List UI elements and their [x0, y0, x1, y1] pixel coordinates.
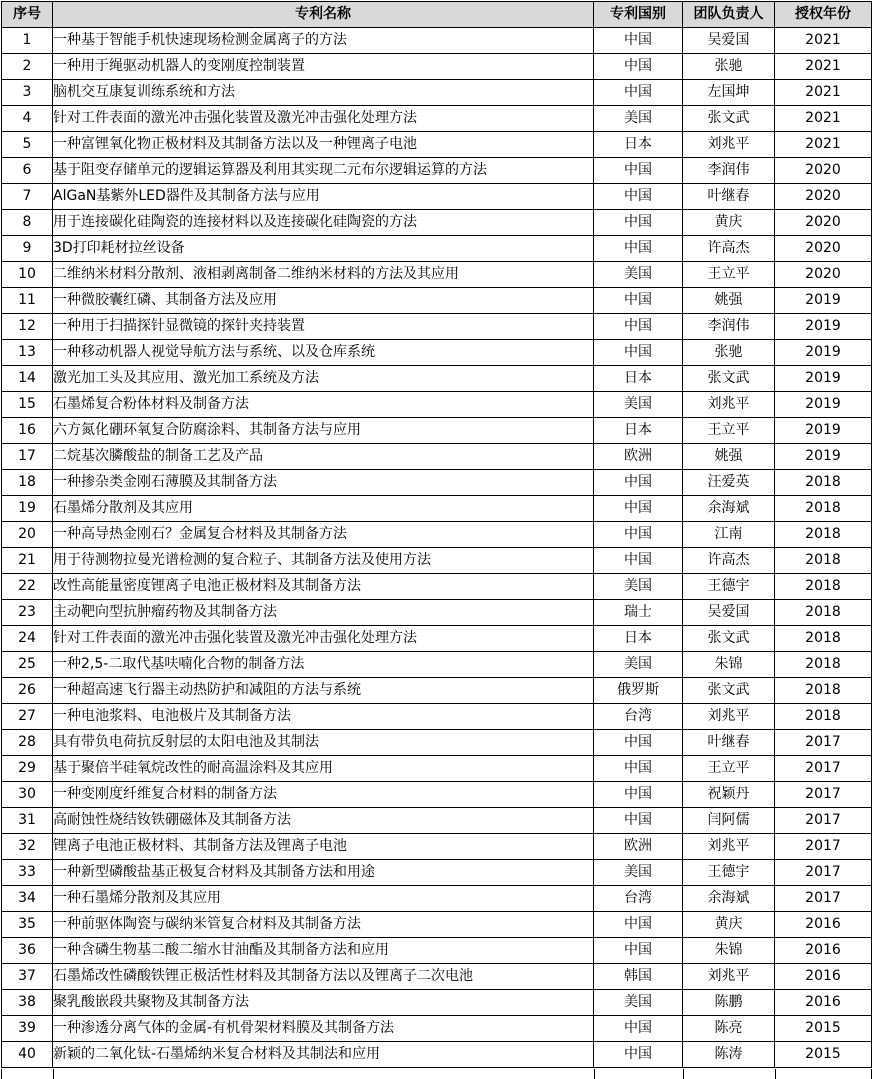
cell-country: 欧洲	[594, 444, 683, 470]
cell-name: 基于聚倍半硅氧烷改性的耐高温涂料及其应用	[53, 756, 594, 782]
cell-leader: 刘兆平	[683, 392, 775, 418]
cell-year: 2019	[775, 444, 872, 470]
cell-leader: 闫阿儒	[683, 808, 775, 834]
cell-country: 台湾	[594, 704, 683, 730]
cell-name: 一种前驱体陶瓷与碳纳米管复合材料及其制备方法	[53, 912, 594, 938]
cell-year: 2021	[775, 132, 872, 158]
cell-leader: 汪爱英	[683, 470, 775, 496]
cell-leader: 李润伟	[683, 314, 775, 340]
cell-name: 六方氮化硼环氧复合防腐涂料、其制备方法与应用	[53, 418, 594, 444]
cell-leader: 朱锦	[683, 938, 775, 964]
cell-year: 2018	[775, 626, 872, 652]
cell-name: 针对工件表面的激光冲击强化装置及激光冲击强化处理方法	[53, 106, 594, 132]
table-row	[2, 730, 872, 756]
cell-no: 34	[2, 886, 53, 912]
cell-country: 美国	[594, 106, 683, 132]
cell-leader: 黄庆	[683, 210, 775, 236]
cell-no: 18	[2, 470, 53, 496]
cell-year: 2015	[775, 1016, 872, 1042]
cell-year: 2019	[775, 392, 872, 418]
cell-no: 40	[2, 1042, 53, 1068]
cell-country: 中国	[594, 184, 683, 210]
cell-leader: 余海斌	[683, 496, 775, 522]
cell-year: 2021	[775, 106, 872, 132]
table-row	[2, 28, 872, 54]
cell-no: 13	[2, 340, 53, 366]
cell-year: 2019	[775, 340, 872, 366]
cell-country: 美国	[594, 262, 683, 288]
cell-leader: 左国坤	[683, 80, 775, 106]
cell-name: 具有带负电荷抗反射层的太阳电池及其制法	[53, 730, 594, 756]
cell-country: 日本	[594, 626, 683, 652]
cell-no: 2	[2, 54, 53, 80]
cell-leader: 张文武	[683, 106, 775, 132]
cell-leader: 陈鹏	[683, 990, 775, 1016]
cell-country: 中国	[594, 158, 683, 184]
cell-year: 2017	[775, 782, 872, 808]
cell-leader: 祝颖丹	[683, 782, 775, 808]
cell-name: 一种新型磷酸盐基正极复合材料及其制备方法和用途	[53, 860, 594, 886]
cell-country: 中国	[594, 522, 683, 548]
cell-no: 24	[2, 626, 53, 652]
cell-leader: 张驰	[683, 340, 775, 366]
cell-leader: 叶继春	[683, 730, 775, 756]
cell-country: 韩国	[594, 964, 683, 990]
table-row	[2, 158, 872, 184]
cell-name: 一种石墨烯分散剂及其应用	[53, 886, 594, 912]
cell-leader: 黄庆	[683, 912, 775, 938]
cell-no: 29	[2, 756, 53, 782]
cell-country: 中国	[594, 236, 683, 262]
cell-name: 一种2,5-二取代基呋喃化合物的制备方法	[53, 652, 594, 678]
cell-name: 一种微胶囊红磷、其制备方法及应用	[53, 288, 594, 314]
table-row	[2, 600, 872, 626]
cell-leader: 江南	[683, 522, 775, 548]
cell-year: 2019	[775, 366, 872, 392]
cell-no: 36	[2, 938, 53, 964]
cell-country: 中国	[594, 28, 683, 54]
cell-leader: 张驰	[683, 54, 775, 80]
cell-year: 2018	[775, 470, 872, 496]
cell-leader: 王德宇	[683, 860, 775, 886]
header-country: 专利国别	[594, 2, 683, 28]
cell-no: 26	[2, 678, 53, 704]
cell-no: 25	[2, 652, 53, 678]
cell-no: 11	[2, 288, 53, 314]
cell-year: 2021	[775, 54, 872, 80]
cell-no: 22	[2, 574, 53, 600]
cell-name: 二烷基次膦酸盐的制备工艺及产品	[53, 444, 594, 470]
table-row	[2, 496, 872, 522]
table-row	[2, 938, 872, 964]
cell-country: 美国	[594, 574, 683, 600]
cell-year: 2020	[775, 184, 872, 210]
cell-country: 美国	[594, 860, 683, 886]
table-body	[2, 28, 872, 1068]
cell-no: 19	[2, 496, 53, 522]
cell-leader: 姚强	[683, 288, 775, 314]
cell-leader: 王立平	[683, 418, 775, 444]
cell-leader: 刘兆平	[683, 834, 775, 860]
cell-leader: 朱锦	[683, 652, 775, 678]
table-row	[2, 652, 872, 678]
cell-year: 2019	[775, 288, 872, 314]
cell-no: 7	[2, 184, 53, 210]
cell-year: 2017	[775, 886, 872, 912]
cell-leader: 陈涛	[683, 1042, 775, 1068]
cell-name: 高耐蚀性烧结钕铁硼磁体及其制备方法	[53, 808, 594, 834]
cell-leader: 王德宇	[683, 574, 775, 600]
cell-country: 日本	[594, 366, 683, 392]
cell-leader: 吴爱国	[683, 28, 775, 54]
cell-country: 瑞士	[594, 600, 683, 626]
cell-country: 中国	[594, 496, 683, 522]
cell-name: 锂离子电池正极材料、其制备方法及锂离子电池	[53, 834, 594, 860]
table-row	[2, 392, 872, 418]
cell-leader: 王立平	[683, 756, 775, 782]
cell-year: 2020	[775, 158, 872, 184]
table-row	[2, 574, 872, 600]
table-row	[2, 184, 872, 210]
table-row	[2, 418, 872, 444]
cell-year: 2015	[775, 1042, 872, 1068]
cell-year: 2017	[775, 834, 872, 860]
cell-year: 2017	[775, 730, 872, 756]
cell-name: 主动靶向型抗肿瘤药物及其制备方法	[53, 600, 594, 626]
cell-no: 38	[2, 990, 53, 1016]
table-row	[2, 262, 872, 288]
table-row	[2, 106, 872, 132]
table-row	[2, 132, 872, 158]
cell-no: 17	[2, 444, 53, 470]
table-row	[2, 782, 872, 808]
cell-country: 中国	[594, 470, 683, 496]
cell-country: 中国	[594, 938, 683, 964]
cell-name: 一种渗透分离气体的金属-有机骨架材料膜及其制备方法	[53, 1016, 594, 1042]
cell-leader: 陈亮	[683, 1016, 775, 1042]
cell-name: 一种电池浆料、电池极片及其制备方法	[53, 704, 594, 730]
cell-leader: 许高杰	[683, 548, 775, 574]
cell-no: 1	[2, 28, 53, 54]
cell-name: 一种掺杂类金刚石薄膜及其制备方法	[53, 470, 594, 496]
cell-country: 日本	[594, 418, 683, 444]
cell-country: 中国	[594, 314, 683, 340]
cell-no: 6	[2, 158, 53, 184]
cell-country: 中国	[594, 1042, 683, 1068]
cell-no: 32	[2, 834, 53, 860]
table-row	[2, 886, 872, 912]
cell-country: 中国	[594, 912, 683, 938]
cell-leader: 张文武	[683, 366, 775, 392]
header-name: 专利名称	[53, 2, 594, 28]
table-row	[2, 678, 872, 704]
cell-no: 15	[2, 392, 53, 418]
cell-name: 石墨烯改性磷酸铁锂正极活性材料及其制备方法以及锂离子二次电池	[53, 964, 594, 990]
cell-name: 新颖的二氧化钛-石墨烯纳米复合材料及其制法和应用	[53, 1042, 594, 1068]
cell-year: 2018	[775, 522, 872, 548]
cell-country: 中国	[594, 340, 683, 366]
cell-no: 16	[2, 418, 53, 444]
cell-country: 中国	[594, 1016, 683, 1042]
cell-year: 2017	[775, 756, 872, 782]
table-row	[2, 366, 872, 392]
cell-country: 中国	[594, 288, 683, 314]
cell-country: 美国	[594, 990, 683, 1016]
cell-leader: 许高杰	[683, 236, 775, 262]
cell-name: 用于待测物拉曼光谱检测的复合粒子、其制备方法及使用方法	[53, 548, 594, 574]
cell-name: 聚乳酸嵌段共聚物及其制备方法	[53, 990, 594, 1016]
cell-year: 2020	[775, 210, 872, 236]
cell-country: 中国	[594, 210, 683, 236]
cell-no: 31	[2, 808, 53, 834]
table-row	[2, 1042, 872, 1068]
cell-no: 10	[2, 262, 53, 288]
cell-leader: 刘兆平	[683, 132, 775, 158]
cell-year: 2018	[775, 548, 872, 574]
cell-year: 2019	[775, 418, 872, 444]
cell-leader: 李润伟	[683, 158, 775, 184]
cell-year: 2021	[775, 80, 872, 106]
cell-leader: 余海斌	[683, 886, 775, 912]
cell-year: 2017	[775, 860, 872, 886]
cell-year: 2018	[775, 652, 872, 678]
table-row	[2, 912, 872, 938]
cell-country: 中国	[594, 80, 683, 106]
table-row	[2, 626, 872, 652]
cell-leader: 刘兆平	[683, 964, 775, 990]
cell-no: 30	[2, 782, 53, 808]
cell-country: 中国	[594, 548, 683, 574]
cell-name: 一种变刚度纤维复合材料的制备方法	[53, 782, 594, 808]
cell-year: 2018	[775, 678, 872, 704]
table-row	[2, 548, 872, 574]
cell-year: 2017	[775, 808, 872, 834]
table-row	[2, 860, 872, 886]
cell-year: 2018	[775, 600, 872, 626]
cell-name: 用于连接碳化硅陶瓷的连接材料以及连接碳化硅陶瓷的方法	[53, 210, 594, 236]
cell-leader: 王立平	[683, 262, 775, 288]
table-row	[2, 704, 872, 730]
table-row	[2, 756, 872, 782]
cell-country: 台湾	[594, 886, 683, 912]
cell-year: 2019	[775, 314, 872, 340]
table-row	[2, 54, 872, 80]
cell-no: 37	[2, 964, 53, 990]
cell-name: 二维纳米材料分散剂、液相剥离制备二维纳米材料的方法及其应用	[53, 262, 594, 288]
cell-year: 2018	[775, 704, 872, 730]
cell-country: 欧洲	[594, 834, 683, 860]
table-row	[2, 964, 872, 990]
cell-name: 一种超高速飞行器主动热防护和减阻的方法与系统	[53, 678, 594, 704]
cell-year: 2016	[775, 964, 872, 990]
cell-no: 4	[2, 106, 53, 132]
cell-no: 27	[2, 704, 53, 730]
table-row	[2, 808, 872, 834]
table-row	[2, 470, 872, 496]
cell-name: 一种基于智能手机快速现场检测金属离子的方法	[53, 28, 594, 54]
cell-country: 美国	[594, 652, 683, 678]
cell-name: 脑机交互康复训练系统和方法	[53, 80, 594, 106]
table-row	[2, 990, 872, 1016]
cell-name: 一种移动机器人视觉导航方法与系统、以及仓库系统	[53, 340, 594, 366]
cell-no: 14	[2, 366, 53, 392]
cell-country: 日本	[594, 132, 683, 158]
table-row	[2, 210, 872, 236]
cell-no: 20	[2, 522, 53, 548]
cell-no: 35	[2, 912, 53, 938]
cell-country: 美国	[594, 392, 683, 418]
cell-no: 12	[2, 314, 53, 340]
cell-name: 激光加工头及其应用、激光加工系统及方法	[53, 366, 594, 392]
cell-name: 基于阻变存储单元的逻辑运算器及利用其实现二元布尔逻辑运算的方法	[53, 158, 594, 184]
cell-country: 中国	[594, 808, 683, 834]
table-row	[2, 340, 872, 366]
cell-no: 5	[2, 132, 53, 158]
table-row	[2, 236, 872, 262]
cell-name: AlGaN基紫外LED器件及其制备方法与应用	[53, 184, 594, 210]
header-no: 序号	[2, 2, 53, 28]
cell-leader: 叶继春	[683, 184, 775, 210]
cell-leader: 张文武	[683, 626, 775, 652]
table-row	[2, 288, 872, 314]
cell-country: 中国	[594, 756, 683, 782]
table-row	[2, 1016, 872, 1042]
next-row-edge	[1, 1069, 872, 1079]
cell-leader: 姚强	[683, 444, 775, 470]
cell-name: 石墨烯复合粉体材料及制备方法	[53, 392, 594, 418]
cell-name: 一种含磷生物基二酸二缩水甘油酯及其制备方法和应用	[53, 938, 594, 964]
cell-name: 一种高导热金刚石？金属复合材料及其制备方法	[53, 522, 594, 548]
cell-year: 2018	[775, 574, 872, 600]
cell-no: 33	[2, 860, 53, 886]
cell-no: 8	[2, 210, 53, 236]
cell-no: 28	[2, 730, 53, 756]
cell-no: 21	[2, 548, 53, 574]
cell-name: 针对工件表面的激光冲击强化装置及激光冲击强化处理方法	[53, 626, 594, 652]
cell-country: 俄罗斯	[594, 678, 683, 704]
cell-year: 2016	[775, 938, 872, 964]
cell-name: 一种用于扫描探针显微镜的探针夹持装置	[53, 314, 594, 340]
cell-leader: 刘兆平	[683, 704, 775, 730]
cell-country: 中国	[594, 54, 683, 80]
cell-leader: 吴爱国	[683, 600, 775, 626]
cell-no: 23	[2, 600, 53, 626]
cell-name: 石墨烯分散剂及其应用	[53, 496, 594, 522]
cell-year: 2020	[775, 262, 872, 288]
cell-leader: 张文武	[683, 678, 775, 704]
table-row	[2, 80, 872, 106]
cell-name: 一种用于绳驱动机器人的变刚度控制装置	[53, 54, 594, 80]
cell-year: 2016	[775, 912, 872, 938]
cell-year: 2016	[775, 990, 872, 1016]
header-row	[2, 2, 872, 28]
cell-no: 9	[2, 236, 53, 262]
cell-year: 2021	[775, 28, 872, 54]
table-row	[2, 444, 872, 470]
cell-country: 中国	[594, 730, 683, 756]
table-row	[2, 314, 872, 340]
cell-name: 3D打印耗材拉丝设备	[53, 236, 594, 262]
header-leader: 团队负责人	[683, 2, 775, 28]
table-row	[2, 522, 872, 548]
cell-name: 一种富锂氧化物正极材料及其制备方法以及一种锂离子电池	[53, 132, 594, 158]
cell-year: 2020	[775, 236, 872, 262]
header-year: 授权年份	[775, 2, 872, 28]
patent-table	[1, 1, 872, 1068]
cell-name: 改性高能量密度锂离子电池正极材料及其制备方法	[53, 574, 594, 600]
table-row	[2, 834, 872, 860]
cell-no: 3	[2, 80, 53, 106]
cell-no: 39	[2, 1016, 53, 1042]
cell-year: 2018	[775, 496, 872, 522]
cell-country: 中国	[594, 782, 683, 808]
